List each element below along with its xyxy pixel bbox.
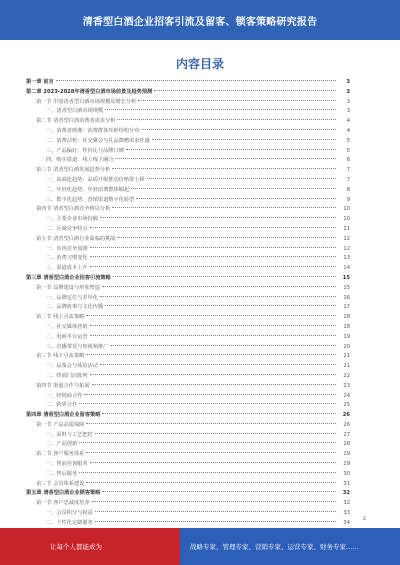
toc-entry-page: 33 <box>343 510 350 517</box>
toc-entry[interactable] <box>26 186 350 196</box>
toc-leader-dots <box>86 354 336 355</box>
toc-entry-page: 19 <box>343 333 350 340</box>
toc-entry[interactable] <box>26 382 350 392</box>
toc-leader-dots <box>115 158 336 159</box>
toc-entry-page: 4 <box>346 118 350 125</box>
toc-entry[interactable] <box>26 489 350 499</box>
toc-leader-dots <box>86 315 336 316</box>
toc-entry[interactable] <box>26 196 350 206</box>
toc-entry[interactable] <box>26 440 350 450</box>
toc-entry-page: 34 <box>343 519 350 526</box>
toc-heading: 内容目录 <box>175 57 224 71</box>
toc-leader-dots <box>86 423 336 424</box>
toc-entry[interactable] <box>26 313 350 323</box>
toc-entry-page: 3 <box>346 98 350 105</box>
toc-leader-dots <box>92 384 336 385</box>
toc-entry-page: 30 <box>343 470 350 477</box>
toc-entry-label: 二、产品创新 <box>46 441 78 448</box>
toc-leader-dots <box>79 472 336 473</box>
toc-leader-dots <box>131 188 336 189</box>
toc-entry-label: 四、购买渠道：线上线下融合 <box>46 157 114 164</box>
toc-entry-page: 22 <box>343 372 350 379</box>
toc-entry-page: 23 <box>343 382 350 389</box>
toc-entry-page: 26 <box>342 412 350 419</box>
toc-entry-page: 5 <box>346 137 350 144</box>
toc-entry[interactable] <box>26 127 350 137</box>
toc-entry-label: 二、个性化定制服务 <box>46 519 93 526</box>
toc-entry-label: 三、渠道成本上升 <box>46 265 88 272</box>
toc-entry-label: 一、经销商合作 <box>46 392 83 399</box>
toc-entry-label: 三、数字化趋势：营销渠道数字化转型 <box>46 196 135 203</box>
toc-leader-dots <box>100 296 336 297</box>
toc-entry-page: 18 <box>343 314 350 321</box>
toc-entry[interactable] <box>26 225 350 235</box>
toc-leader-dots <box>117 119 336 120</box>
toc-entry[interactable] <box>26 450 350 460</box>
toc-entry[interactable] <box>26 274 350 284</box>
toc-entry-page: 3 <box>346 88 350 95</box>
toc-leader-dots <box>90 247 336 248</box>
toc-entry-label: 第三节 线下引流策略 <box>36 353 85 360</box>
toc-entry[interactable] <box>26 362 350 372</box>
toc-entry-label: 第三章 清香型白酒企业招客引流策略 <box>26 274 111 281</box>
toc-entry-label: 第二节 清香型白酒消费者需求分析 <box>36 118 116 125</box>
toc-entry-label: 二、电商平台运营 <box>46 333 88 340</box>
toc-leader-dots <box>112 207 336 208</box>
toc-entry[interactable] <box>26 411 350 421</box>
toc-entry-label: 三、直播带货与短视频推广 <box>46 343 109 350</box>
toc-entry[interactable] <box>26 431 350 441</box>
toc-entry-page: 27 <box>343 431 350 438</box>
table-of-contents <box>26 78 350 526</box>
toc-leader-dots <box>138 100 336 101</box>
toc-entry-page: 26 <box>343 421 350 428</box>
toc-entry-page: 13 <box>343 255 350 262</box>
toc-entry-label: 第一节 中国清香型白酒市场规模及增长分析 <box>36 98 137 105</box>
toc-entry-page: 7 <box>346 167 350 174</box>
footer-slogan-right: 战略专家、管理专家、营销专家、运营专家、财务专家…… <box>190 543 359 551</box>
toc-entry-label: 第四节 清香型白酒竞争格局分析 <box>36 206 111 213</box>
toc-entry-page: 4 <box>346 127 350 134</box>
toc-entry-label: 一、消费者画像：消费群体年龄结构分布 <box>46 127 140 134</box>
toc-entry-label: 第一节 产品品质保障 <box>36 421 85 428</box>
toc-leader-dots <box>105 109 336 110</box>
toc-leader-dots <box>90 462 336 463</box>
toc-leader-dots <box>92 501 336 502</box>
toc-entry[interactable] <box>26 254 350 264</box>
toc-leader-dots <box>90 325 336 326</box>
toc-entry[interactable] <box>26 480 350 490</box>
toc-entry[interactable] <box>26 294 350 304</box>
toc-entry[interactable] <box>26 352 350 362</box>
toc-leader-dots <box>84 394 336 395</box>
toc-entry-page: 6 <box>346 157 350 164</box>
toc-entry-page: 21 <box>343 353 350 360</box>
toc-entry-label: 第一章 前言 <box>26 79 54 85</box>
toc-entry-label: 一、社交媒体营销 <box>46 323 88 330</box>
footer-banner <box>0 528 400 565</box>
toc-entry-label: 一、主要企业市场份额 <box>46 216 98 223</box>
toc-entry[interactable] <box>26 499 350 509</box>
toc-entry[interactable] <box>26 147 350 157</box>
toc-leader-dots <box>113 276 336 277</box>
toc-entry[interactable] <box>26 176 350 186</box>
toc-entry[interactable] <box>26 137 350 147</box>
toc-entry-label: 一、市场竞争加剧 <box>46 245 88 252</box>
toc-entry[interactable] <box>26 107 350 117</box>
toc-entry-label: 一、清香型白酒市场规模 <box>46 108 104 115</box>
toc-entry[interactable] <box>26 215 350 225</box>
toc-entry-label: 一、高端化趋势：品质升级推动价格带上移 <box>46 176 145 183</box>
toc-entry[interactable] <box>26 470 350 480</box>
toc-leader-dots <box>136 198 336 199</box>
toc-entry-page: 32 <box>343 500 350 507</box>
report-title: 清香型白酒企业招客引流及留客、锁客策略研究报告 <box>82 16 318 28</box>
toc-entry[interactable] <box>26 343 350 353</box>
toc-entry[interactable] <box>26 98 350 108</box>
toc-entry-page: 25 <box>343 402 350 409</box>
toc-entry-label: 第四章 清香型白酒企业留客策略 <box>26 412 101 419</box>
toc-entry-page: 9 <box>346 196 350 203</box>
toc-leader-dots <box>102 286 336 287</box>
toc-entry-page: 29 <box>343 451 350 458</box>
toc-entry-page: 21 <box>343 363 350 370</box>
toc-entry[interactable] <box>26 284 350 294</box>
report-header <box>0 0 400 40</box>
toc-entry-page: 18 <box>343 323 350 330</box>
footer-slogan-left: 让每个人都能成为 <box>50 543 102 551</box>
toc-leader-dots <box>100 364 336 365</box>
toc-entry-label: 一、品牌定位与差异化 <box>46 294 98 301</box>
toc-leader-dots <box>100 217 336 218</box>
toc-entry-label: 第三节 清香型白酒发展趋势分析 <box>36 167 111 174</box>
toc-leader-dots <box>95 521 336 522</box>
toc-entry[interactable] <box>26 205 350 215</box>
toc-entry[interactable] <box>26 303 350 313</box>
toc-leader-dots <box>90 256 336 257</box>
toc-entry-page: 15 <box>343 284 350 291</box>
toc-entry-label: 二、区域竞争特点 <box>46 225 88 232</box>
toc-leader-dots <box>141 129 336 130</box>
toc-entry-label: 一、品鉴会与体验活动 <box>46 363 98 370</box>
toc-entry-label: 三、产品偏好：性价比与品牌口碑 <box>46 147 124 154</box>
toc-leader-dots <box>79 442 336 443</box>
toc-entry-page: 12 <box>343 245 350 252</box>
toc-entry-label: 第一节 客户忠诚度培养 <box>36 500 90 507</box>
toc-leader-dots <box>90 374 336 375</box>
toc-entry-label: 二、消费动机：社交聚会与礼品馈赠需求旺盛 <box>46 137 150 144</box>
toc-entry[interactable] <box>26 156 350 166</box>
toc-leader-dots <box>110 345 336 346</box>
toc-entry-page: 3 <box>346 79 350 85</box>
toc-entry-page: 24 <box>343 392 350 399</box>
toc-entry-page: 31 <box>343 480 350 487</box>
toc-leader-dots <box>112 168 336 169</box>
toc-entry[interactable] <box>26 333 350 343</box>
toc-entry-label: 第五节 清香型白酒行业面临的挑战 <box>36 235 116 242</box>
toc-entry-label: 第三节 会员体系建设 <box>36 480 85 487</box>
toc-entry-page: 14 <box>343 265 350 272</box>
toc-entry-page: 12 <box>343 235 350 242</box>
toc-leader-dots <box>147 178 336 179</box>
toc-entry-page: 20 <box>343 343 350 350</box>
page-number: 2 <box>362 516 366 522</box>
toc-entry-label: 二、终端门店陈列 <box>46 372 88 379</box>
toc-entry-label: 二、消费习惯变化 <box>46 255 88 262</box>
toc-leader-dots <box>86 452 336 453</box>
toc-entry[interactable] <box>26 392 350 402</box>
toc-entry-page: 10 <box>343 216 350 223</box>
toc-entry-page: 17 <box>343 304 350 311</box>
toc-entry-label: 第五章 清香型白酒企业锁客策略 <box>26 490 101 497</box>
toc-entry-label: 第二节 客户服务体系 <box>36 451 85 458</box>
toc-leader-dots <box>95 433 336 434</box>
toc-entry-label: 二、跨界合作 <box>46 402 78 409</box>
toc-entry-page: 3 <box>346 108 350 115</box>
toc-entry-page: 5 <box>346 147 350 154</box>
toc-entry-label: 第一节 品牌建设与形象塑造 <box>36 284 100 291</box>
toc-entry[interactable] <box>26 401 350 411</box>
toc-entry-page: 11 <box>343 225 350 232</box>
toc-leader-dots <box>90 227 336 228</box>
toc-entry[interactable] <box>26 235 350 245</box>
toc-entry[interactable] <box>26 166 350 176</box>
toc-entry-page: 10 <box>343 206 350 213</box>
toc-leader-dots <box>117 237 336 238</box>
toc-entry-label: 二、年轻化趋势：年轻消费群体崛起 <box>46 186 130 193</box>
toc-leader-dots <box>126 149 336 150</box>
toc-entry-label: 一、原料与工艺把控 <box>46 431 93 438</box>
toc-entry-label: 第四节 渠道合作与拓展 <box>36 382 90 389</box>
toc-leader-dots <box>102 413 336 414</box>
toc-entry-label: 一、会员积分与权益 <box>46 510 93 517</box>
toc-entry[interactable] <box>26 460 350 470</box>
toc-entry[interactable] <box>26 245 350 255</box>
toc-entry-label: 第二章 2023-2028年清香型白酒市场前景及趋势预测 <box>26 88 153 95</box>
toc-entry[interactable] <box>26 117 350 127</box>
toc-entry-label: 二、品牌故事与文化传播 <box>46 304 104 311</box>
toc-entry[interactable] <box>26 421 350 431</box>
toc-entry[interactable] <box>26 264 350 274</box>
toc-leader-dots <box>90 335 336 336</box>
toc-entry[interactable] <box>26 323 350 333</box>
toc-entry-page: 15 <box>342 274 350 281</box>
toc-entry-label: 第二节 线上引流策略 <box>36 314 85 321</box>
toc-leader-dots <box>105 305 336 306</box>
toc-leader-dots <box>90 266 336 267</box>
toc-entry-page: 29 <box>343 461 350 468</box>
toc-entry-page: 7 <box>346 176 350 183</box>
toc-leader-dots <box>154 90 336 91</box>
toc-entry-page: 8 <box>346 186 350 193</box>
toc-leader-dots <box>95 511 336 512</box>
toc-leader-dots <box>152 139 336 140</box>
toc-leader-dots <box>86 482 336 483</box>
toc-entry[interactable] <box>26 509 350 519</box>
toc-entry-page: 28 <box>343 441 350 448</box>
toc-entry-label: 一、售前咨询服务 <box>46 461 88 468</box>
toc-entry[interactable] <box>26 78 350 88</box>
toc-leader-dots <box>79 403 336 404</box>
toc-leader-dots <box>102 491 336 492</box>
toc-entry-label: 二、售后服务 <box>46 470 78 477</box>
toc-leader-dots <box>56 80 336 81</box>
toc-entry-page: 32 <box>342 490 350 497</box>
toc-entry[interactable] <box>26 372 350 382</box>
toc-entry[interactable] <box>26 88 350 98</box>
toc-entry-page: 16 <box>343 294 350 301</box>
